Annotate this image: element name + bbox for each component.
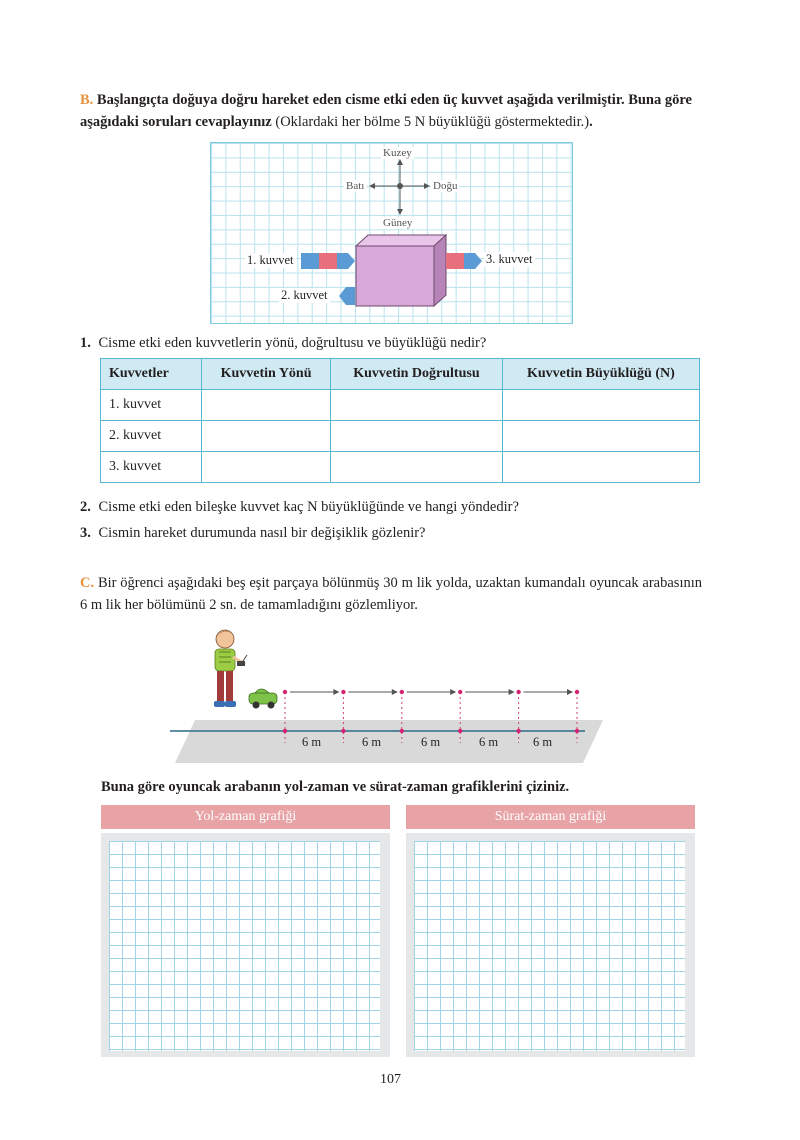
compass-icon: [369, 159, 430, 215]
question-2-text: Cisme etki eden bileşke kuvvet kaç N büyüklüğünde ve hangi yöndedir?: [98, 499, 519, 515]
force-1-label: 1. kuvvet: [247, 253, 294, 267]
compass-east-label: Doğu: [433, 180, 458, 192]
table-header: Kuvvetler: [101, 359, 202, 390]
speed-time-grid[interactable]: [414, 841, 685, 1051]
compass-north-label: Kuzey: [383, 147, 412, 159]
force-diagram-art: [211, 143, 572, 323]
segment-label: 6 m: [421, 735, 441, 749]
table-answer-cell[interactable]: [331, 421, 503, 452]
section-b-intro-bold: Başlangıçta doğuya doğru hareket eden cisme etki eden üç kuvvet aşağıda verilmiştir. Buna göre aşağıdaki soruları cevaplayınız: [80, 92, 692, 130]
force-2-label: 2. kuvvet: [281, 288, 328, 302]
distance-time-graph-area: [101, 833, 390, 1057]
force-3-label: 3. kuvvet: [486, 252, 533, 266]
speed-time-graph-title: Sürat-zaman grafiği: [406, 805, 695, 829]
segment-label: 6 m: [479, 735, 499, 749]
distance-time-grid[interactable]: [109, 841, 380, 1051]
page-number: 107: [380, 1072, 401, 1087]
section-b-letter: B.: [80, 92, 94, 108]
table-answer-cell[interactable]: [502, 452, 699, 483]
graph-instruction: Buna göre oyuncak arabanın yol-zaman ve sürat-zaman grafiklerini çiziniz.: [101, 779, 570, 795]
question-1-text: Cisme etki eden kuvvetlerin yönü, doğrultusu ve büyüklüğü nedir?: [98, 335, 487, 351]
forces-table: [100, 358, 700, 483]
table-answer-cell[interactable]: [502, 390, 699, 421]
section-c-letter: C.: [80, 575, 95, 591]
section-b-intro-note: (Oklardaki her bölme 5 N büyüklüğü göstermektedir.): [271, 114, 590, 130]
section-b-intro: [80, 89, 702, 133]
force-1-arrow: [301, 253, 355, 269]
compass-west-label: Batı: [346, 180, 365, 192]
road-labels: [165, 625, 625, 765]
question-1-number: 1.: [80, 335, 91, 351]
table-row: [101, 421, 700, 452]
section-c-body: Bir öğrenci aşağıdaki beş eşit parçaya bölünmüş 30 m lik yolda, uzaktan kumandalı oyuncak arabasının 6 m lik her bölümünü 2 sn. de tamamladığını gözlemliyor.: [80, 575, 703, 613]
speed-time-graph-area: [406, 833, 695, 1057]
question-3-number: 3.: [80, 525, 91, 541]
distance-time-graph-title: Yol-zaman grafiği: [101, 805, 390, 829]
force-diagram: [210, 142, 573, 324]
table-header: Kuvvetin Büyüklüğü (N): [502, 359, 699, 390]
table-header: Kuvvetin Doğrultusu: [331, 359, 503, 390]
compass-south-label: Güney: [383, 217, 413, 229]
table-answer-cell[interactable]: [331, 390, 503, 421]
table-row: [101, 452, 700, 483]
table-cell: 2. kuvvet: [101, 421, 202, 452]
table-cell: 1. kuvvet: [101, 390, 202, 421]
table-answer-cell[interactable]: [331, 452, 503, 483]
distance-time-graph-panel: [101, 805, 390, 1057]
segment-label: 6 m: [362, 735, 382, 749]
table-header: Kuvvetin Yönü: [202, 359, 331, 390]
table-answer-cell[interactable]: [502, 421, 699, 452]
table-answer-cell[interactable]: [202, 390, 331, 421]
table-answer-cell[interactable]: [202, 421, 331, 452]
force-3-arrow: [446, 253, 482, 269]
question-2-number: 2.: [80, 499, 91, 515]
question-1: [80, 332, 486, 354]
table-answer-cell[interactable]: [202, 452, 331, 483]
section-b-intro-end: .: [589, 114, 593, 130]
table-cell: 3. kuvvet: [101, 452, 202, 483]
table-row: [101, 390, 700, 421]
speed-time-graph-panel: [406, 805, 695, 1057]
section-c-text: [80, 572, 702, 616]
segment-label: 6 m: [533, 735, 553, 749]
force-2-arrow: [339, 287, 355, 305]
table-header-row: [101, 359, 700, 390]
segment-label: 6 m: [302, 735, 322, 749]
question-3-text: Cismin hareket durumunda nasıl bir değişiklik gözlenir?: [98, 525, 426, 541]
question-2: [80, 496, 519, 518]
box-object: [356, 235, 446, 306]
question-3: [80, 522, 426, 544]
